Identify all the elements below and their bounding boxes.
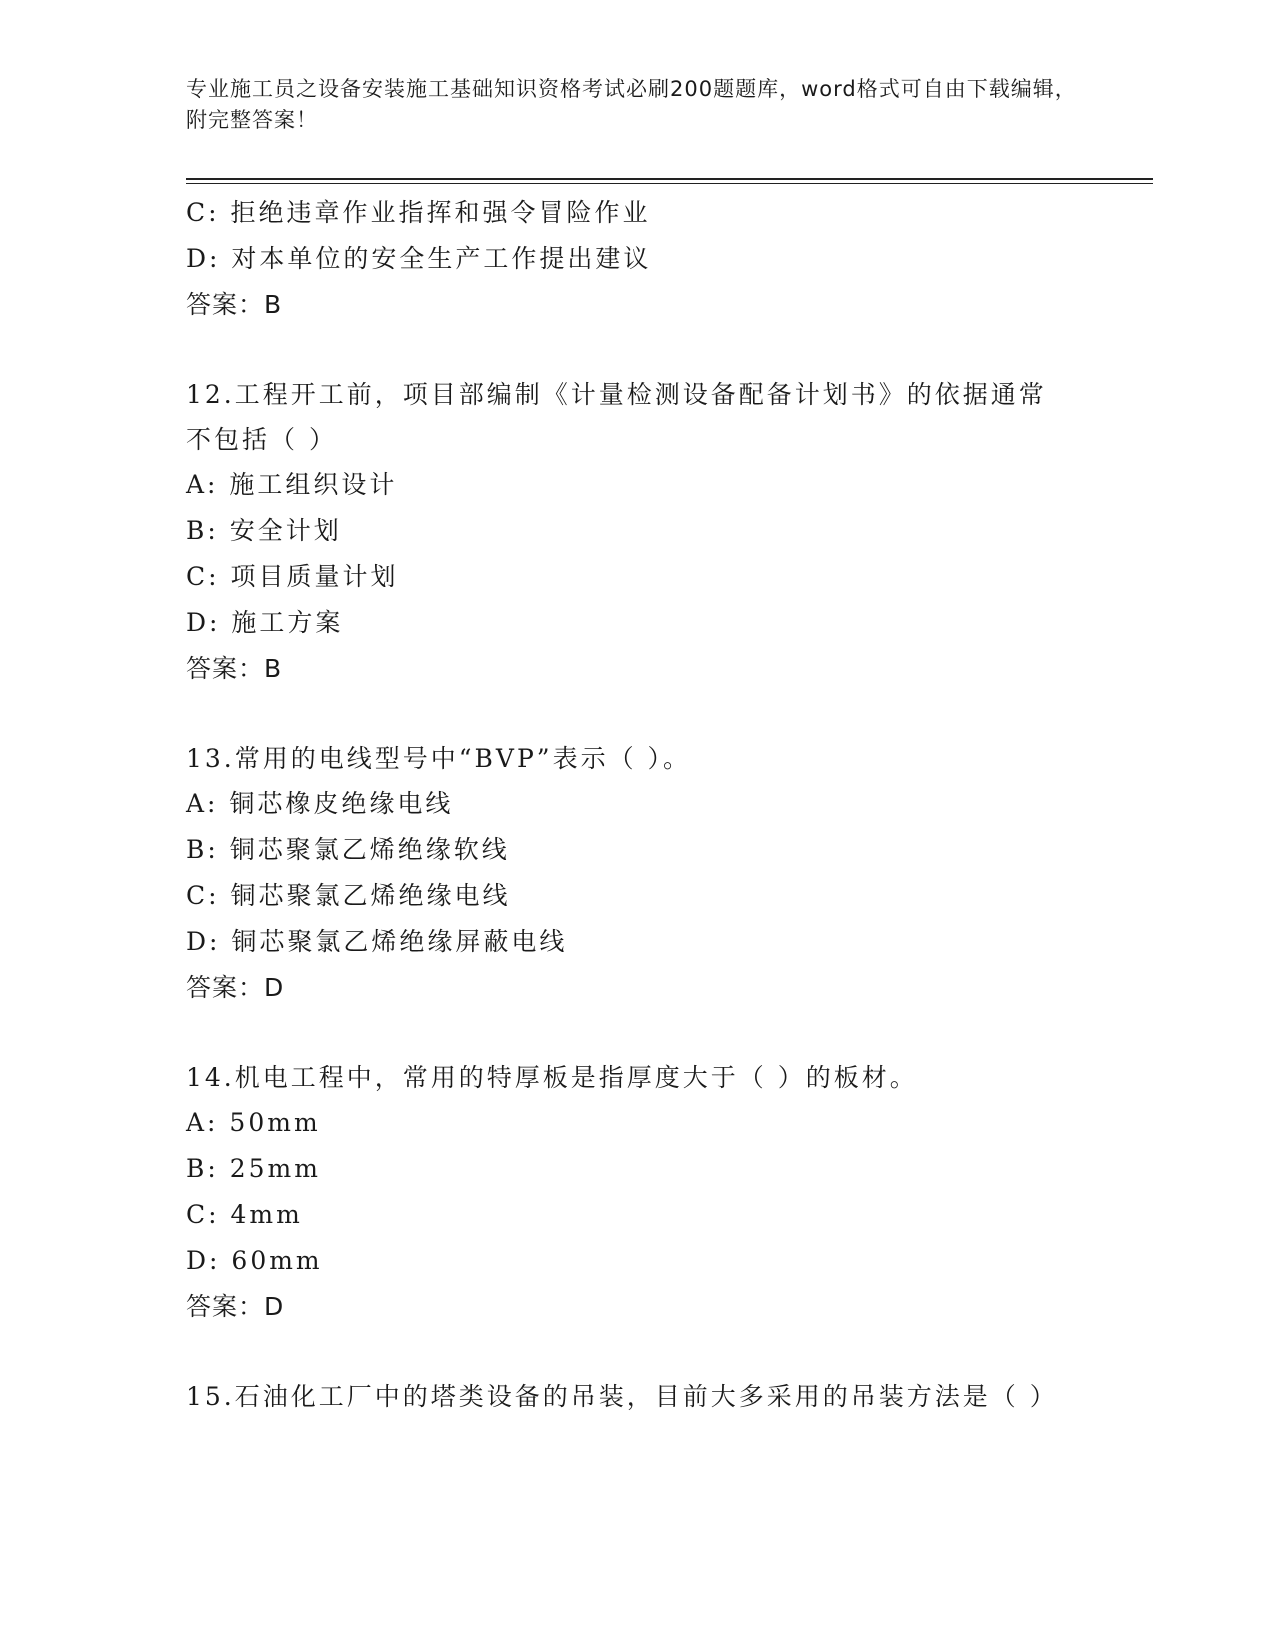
page-header-title: 专业施工员之设备安装施工基础知识资格考试必刷200题题库，word格式可自由下载编辑，附完整答案！ (186, 77, 1077, 132)
option-b: B: 铜芯聚氯乙烯绝缘软线 (186, 835, 510, 864)
question-stem: 12.工程开工前，项目部编制《计量检测设备配备计划书》的依据通常不包括（ ） (186, 380, 1047, 454)
answer-line: 答案：D (186, 1292, 285, 1321)
option-a: A: 铜芯橡皮绝缘电线 (186, 789, 454, 818)
question-14 (186, 1055, 1086, 1330)
option-d: D: 60mm (186, 1246, 323, 1275)
option-a: A: 施工组织设计 (186, 470, 398, 499)
continued-question (186, 190, 1086, 328)
question-list (186, 190, 1086, 1419)
option-c: C: 4mm (186, 1200, 303, 1229)
option-c: C: 项目质量计划 (186, 562, 399, 591)
option-b: B: 安全计划 (186, 516, 342, 545)
question-stem: 15.石油化工厂中的塔类设备的吊装，目前大多采用的吊装方法是（ ） (186, 1382, 1058, 1411)
option-d: D: 对本单位的安全生产工作提出建议 (186, 244, 652, 273)
question-stem: 13.常用的电线型号中“BVP”表示（ ）。 (186, 744, 692, 773)
question-stem: 14.机电工程中，常用的特厚板是指厚度大于（ ）的板材。 (186, 1063, 918, 1092)
answer-line: 答案：B (186, 654, 283, 683)
question-15 (186, 1374, 1086, 1419)
answer-line: 答案：B (186, 290, 283, 319)
option-c: C: 拒绝违章作业指挥和强令冒险作业 (186, 198, 651, 227)
option-d: D: 铜芯聚氯乙烯绝缘屏蔽电线 (186, 927, 568, 956)
option-d: D: 施工方案 (186, 608, 344, 637)
header-divider-thick (186, 178, 1153, 180)
option-a: A: 50mm (186, 1108, 321, 1137)
question-13 (186, 736, 1086, 1011)
question-12 (186, 372, 1086, 692)
option-b: B: 25mm (186, 1154, 321, 1183)
header-divider-thin (186, 183, 1153, 184)
option-c: C: 铜芯聚氯乙烯绝缘电线 (186, 881, 511, 910)
answer-line: 答案：D (186, 973, 285, 1002)
